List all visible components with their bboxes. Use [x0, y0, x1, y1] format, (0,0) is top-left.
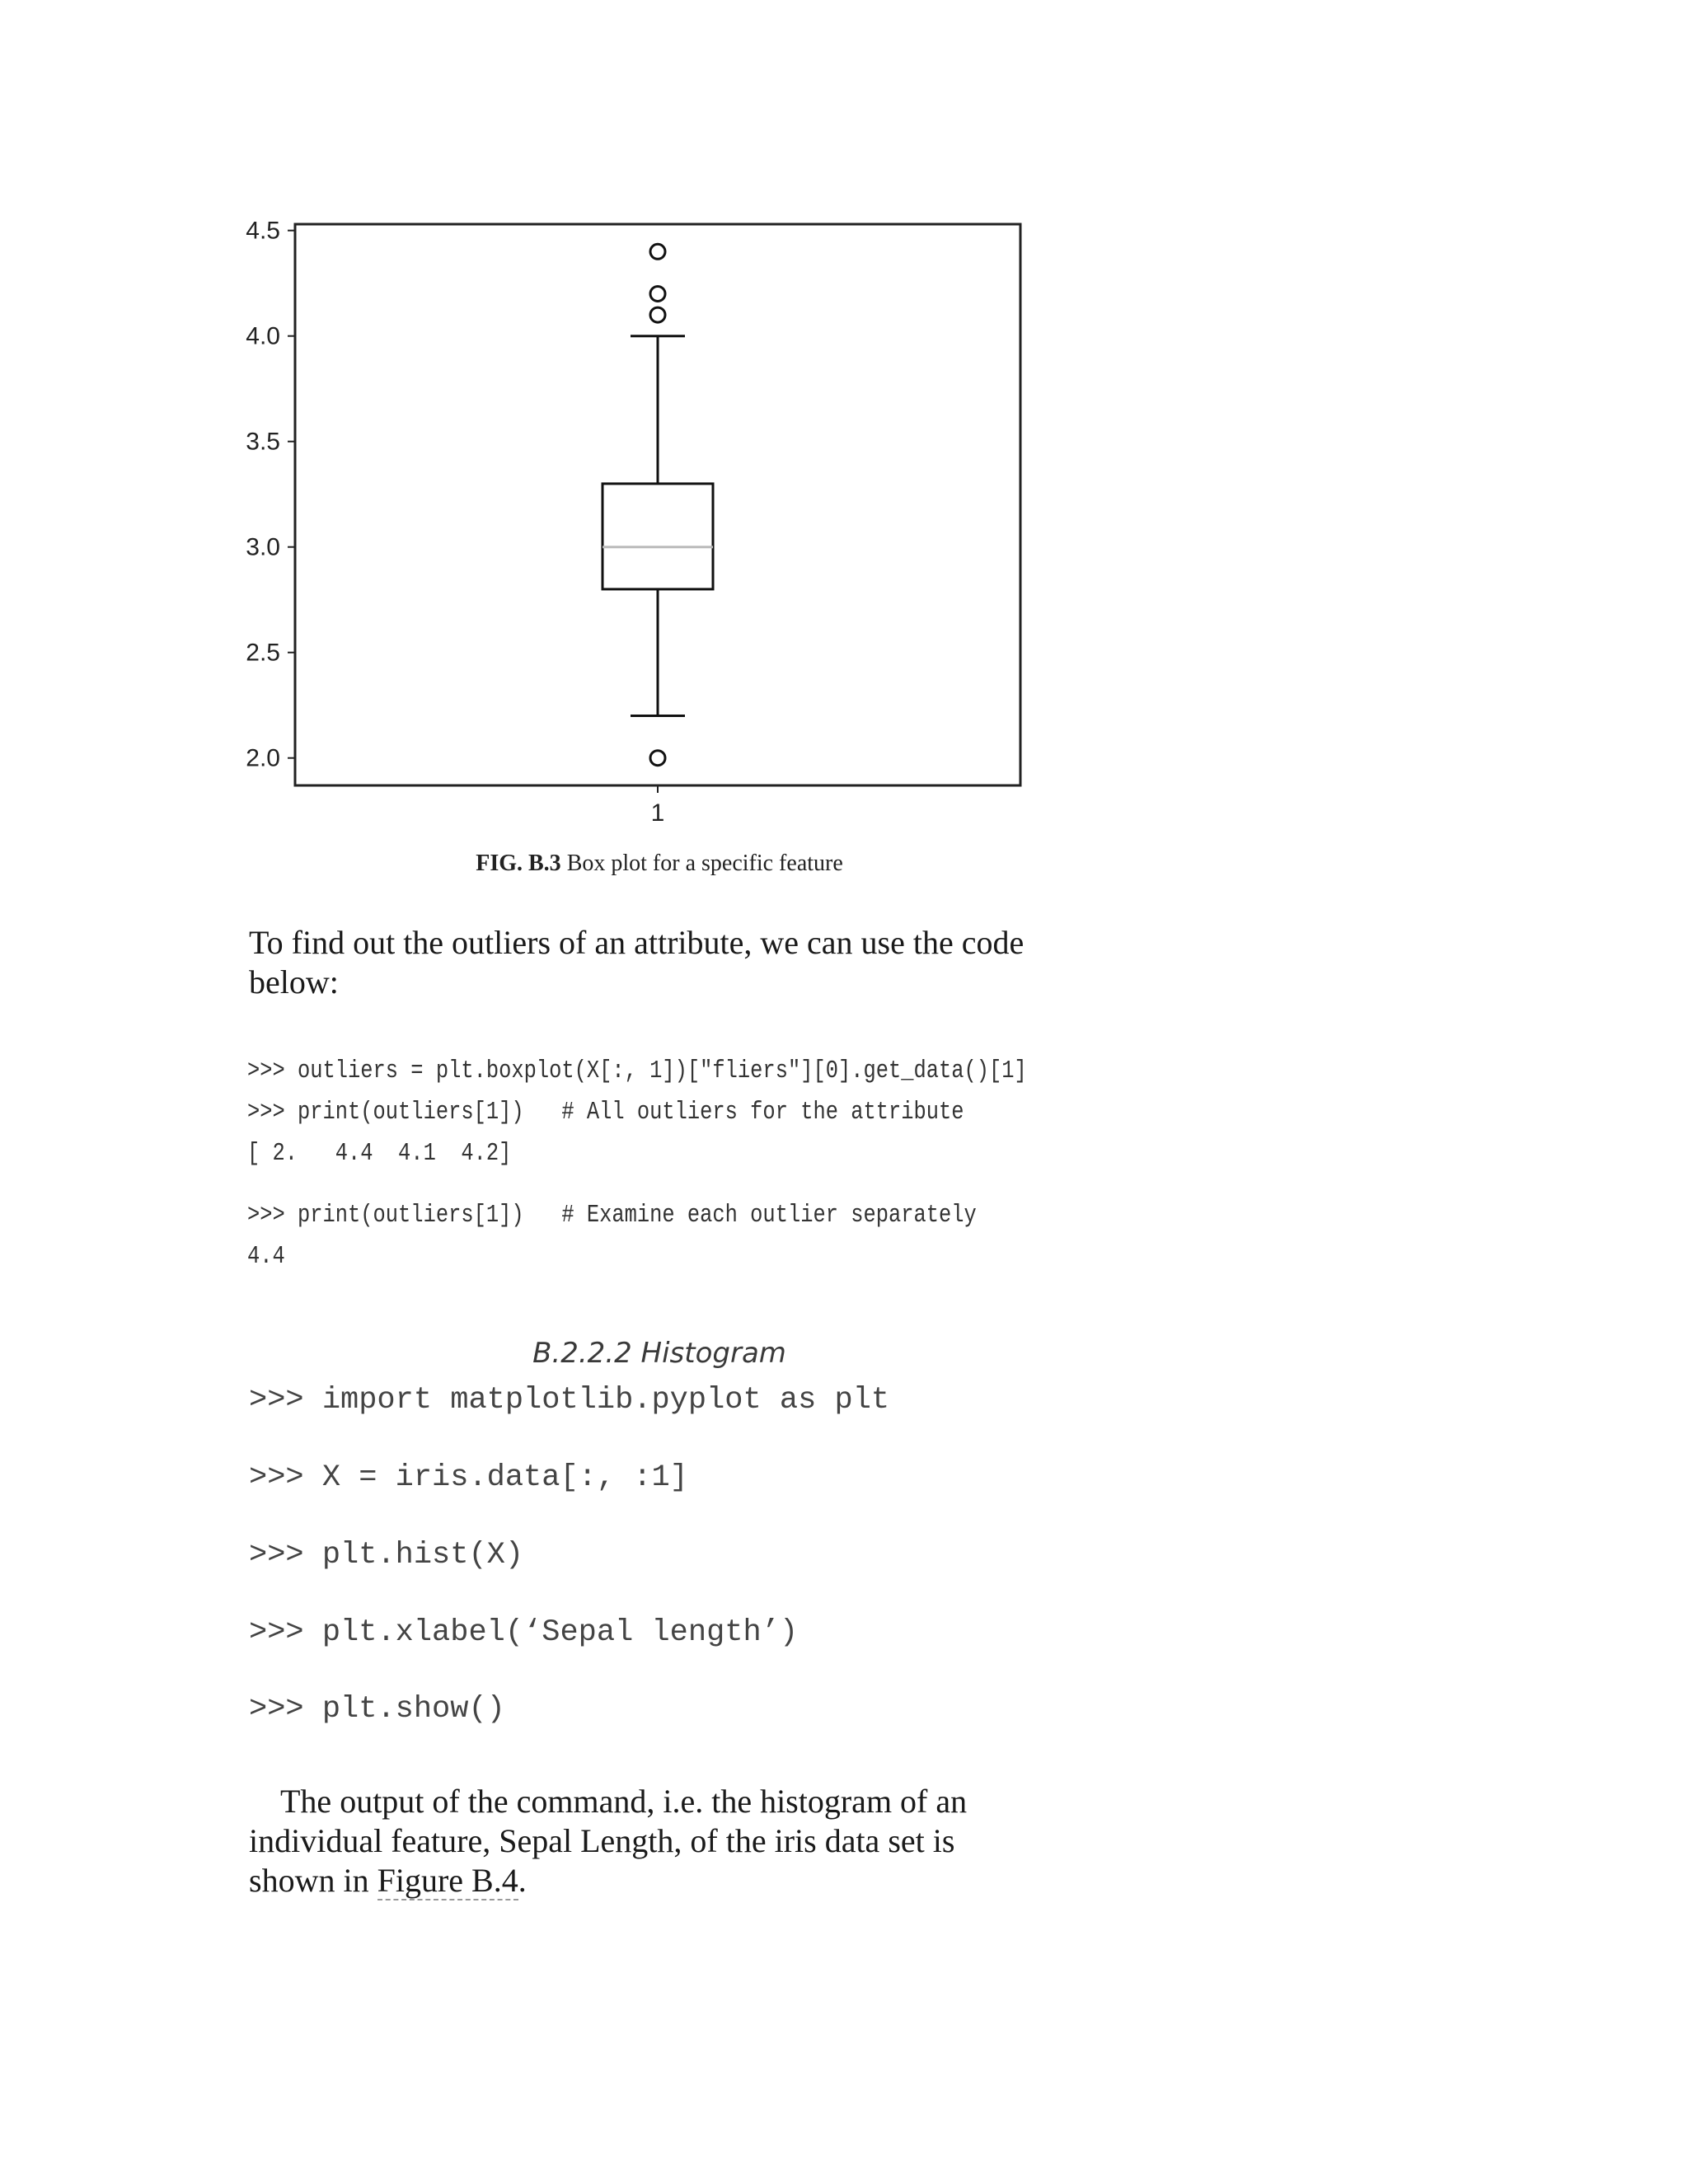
- figure-caption: [247, 851, 1071, 877]
- figure-b4-link[interactable]: Figure B.4: [377, 1862, 518, 1899]
- y-tick-label: 4.0: [246, 322, 280, 350]
- y-tick-label: 3.0: [246, 533, 280, 561]
- figure-label: FIG. B.3: [476, 851, 561, 876]
- code-line: >>> plt.xlabel(‘Sepal length’): [249, 1615, 799, 1650]
- y-tick-label: 3.5: [246, 428, 280, 456]
- iqr-box: [603, 484, 713, 589]
- outlier-point: [650, 307, 665, 322]
- outlier-point: [650, 286, 665, 301]
- outlier-point: [650, 751, 665, 766]
- y-tick-label: 4.5: [246, 217, 280, 245]
- figure-caption-text: Box plot for a specific feature: [560, 851, 843, 876]
- outro-paragraph: [249, 1782, 1040, 1900]
- y-tick-label: 2.0: [246, 744, 280, 772]
- code-output: 4.4: [247, 1242, 285, 1271]
- code-line: >>> import matplotlib.pyplot as plt: [249, 1383, 890, 1418]
- outro-end: .: [518, 1862, 527, 1899]
- code-line: >>> plt.show(): [249, 1692, 505, 1727]
- code-line: >>> outliers = plt.boxplot(X[:, 1])["fliers"][0].get_data()[1]: [247, 1057, 1027, 1085]
- box-plot-chart: [0, 0, 1688, 849]
- y-tick-label: 2.5: [246, 639, 280, 667]
- code-line: >>> print(outliers[1]) # All outliers for the attribute: [247, 1098, 964, 1127]
- code-line: >>> plt.hist(X): [249, 1538, 524, 1572]
- code-output: [ 2. 4.4 4.1 4.2]: [247, 1139, 512, 1168]
- outro-text: The output of the command, i.e. the histogram of an individual feature, Sepal Length, of the iris data set is shown in: [249, 1783, 968, 1899]
- plot-marks: [603, 244, 713, 765]
- y-axis: [246, 218, 295, 772]
- x-tick-label: 1: [650, 799, 665, 827]
- intro-paragraph: To find out the outliers of an attribute, we can use the code below:: [249, 924, 1025, 1001]
- section-heading: B.2.2.2 Histogram: [532, 1337, 786, 1370]
- code-line: >>> print(outliers[1]) # Examine each outlier separately: [247, 1201, 977, 1230]
- outlier-point: [650, 244, 665, 259]
- code-line: >>> X = iris.data[:, :1]: [249, 1460, 688, 1495]
